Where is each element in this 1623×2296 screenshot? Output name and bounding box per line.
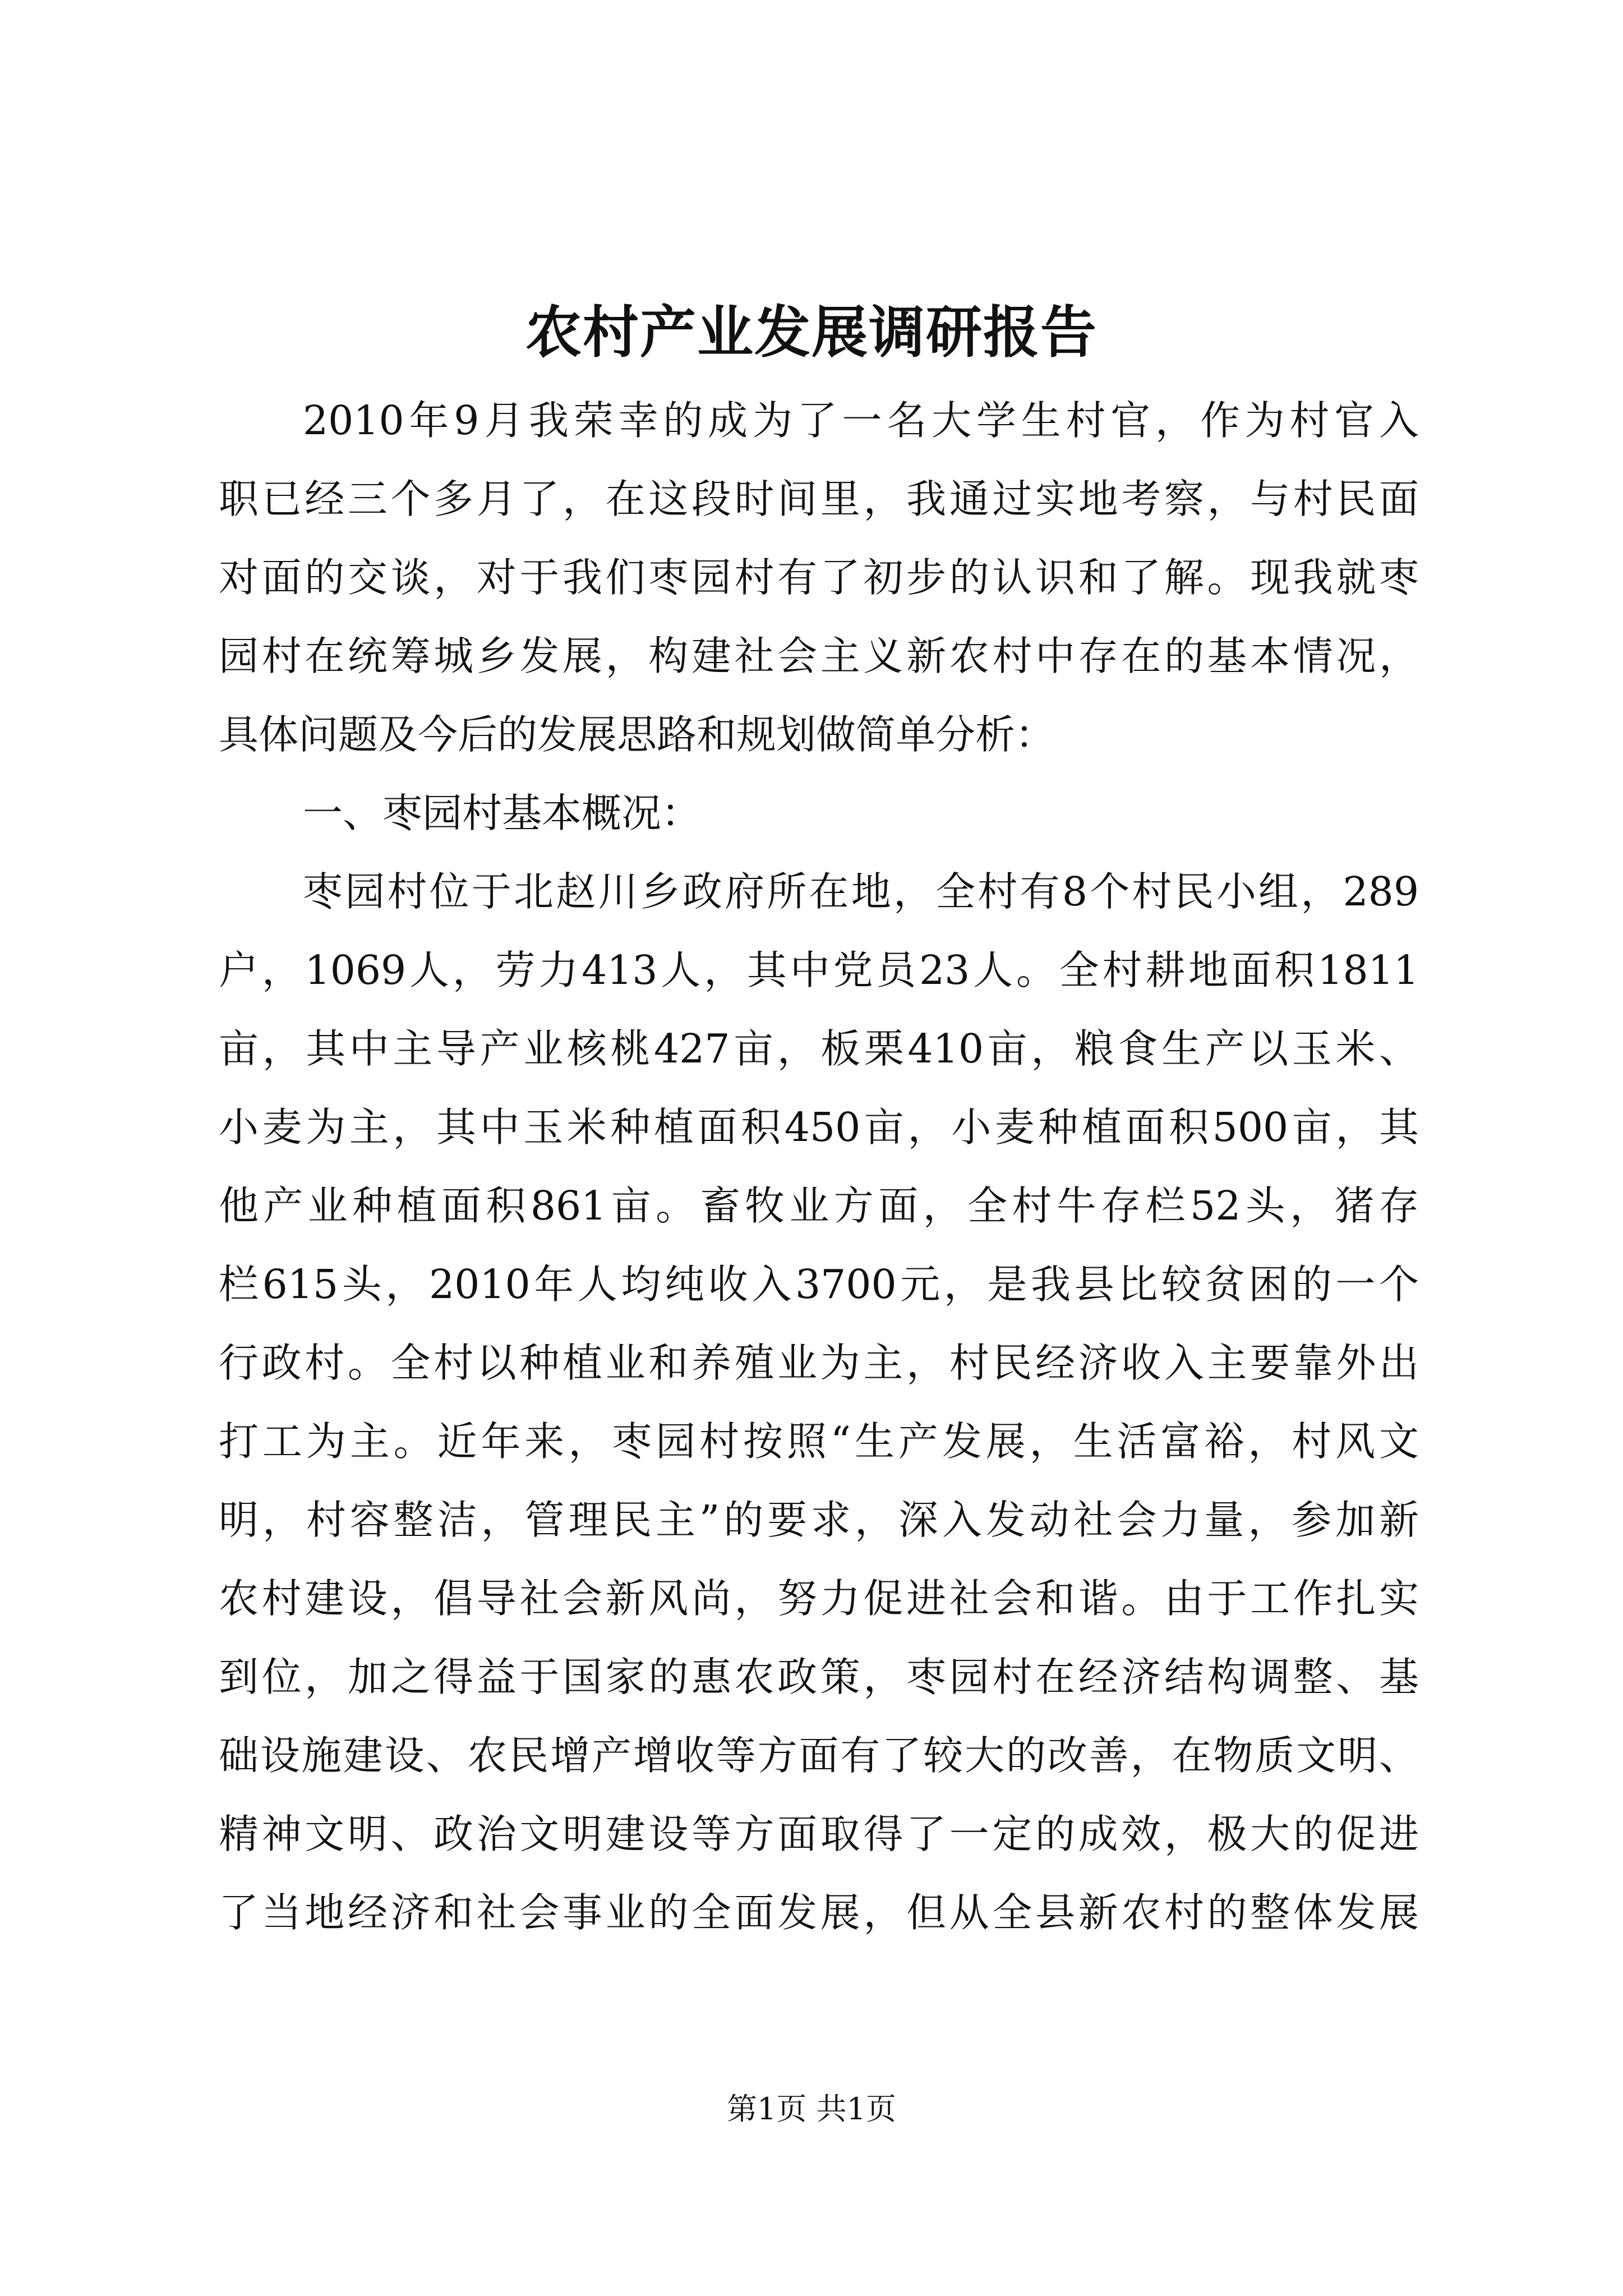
body-line: 了当地经济和社会事业的全面发展，但从全县新农村的整体发展 — [219, 1889, 1419, 1936]
body-line: 行政村。全村以种植业和养殖业为主，村民经济收入主要靠外出 — [219, 1340, 1419, 1386]
body-line: 枣园村位于北赵川乡政府所在地，全村有8个村民小组，289 — [303, 868, 1419, 915]
body-line: 园村在统筹城乡发展，构建社会主义新农村中存在的基本情况， — [219, 633, 1419, 679]
body-line: 职已经三个多月了，在这段时间里，我通过实地考察，与村民面 — [219, 476, 1419, 522]
body-line: 具体问题及今后的发展思路和规划做简单分析： — [219, 711, 1055, 758]
body-line: 他产业种植面积861亩。畜牧业方面，全村牛存栏52头，猪存 — [219, 1182, 1419, 1229]
body-line: 到位，加之得益于国家的惠农政策，枣园村在经济结构调整、基 — [219, 1654, 1419, 1700]
document-title: 农村产业发展调研报告 — [525, 299, 1098, 365]
section-heading: 一、枣园村基本概况： — [303, 790, 702, 836]
body-line: 栏615头，2010年人均纯收入3700元，是我县比较贫困的一个 — [219, 1261, 1419, 1308]
page-number-footer: 第1页 共1页 — [727, 2091, 896, 2127]
body-line: 对面的交谈，对于我们枣园村有了初步的认识和了解。现我就枣 — [219, 554, 1419, 601]
body-line: 2010年9月我荣幸的成为了一名大学生村官，作为村官入 — [303, 397, 1419, 444]
body-line: 农村建设，倡导社会新风尚，努力促进社会和谐。由于工作扎实 — [219, 1575, 1419, 1622]
body-line: 亩，其中主导产业核桃427亩，板栗410亩，粮食生产以玉米、 — [219, 1025, 1419, 1072]
body-line: 础设施建设、农民增产增收等方面有了较大的改善，在物质文明、 — [219, 1732, 1419, 1779]
body-line: 明，村容整洁，管理民主”的要求，深入发动社会力量，参加新 — [219, 1497, 1419, 1543]
body-line: 户，1069人，劳力413人，其中党员23人。全村耕地面积1811 — [219, 947, 1419, 993]
document-body — [219, 381, 1419, 1952]
body-line: 小麦为主，其中玉米种植面积450亩，小麦种植面积500亩，其 — [219, 1104, 1419, 1151]
body-line: 精神文明、政治文明建设等方面取得了一定的成效，极大的促进 — [219, 1811, 1419, 1857]
body-line: 打工为主。近年来，枣园村按照“生产发展，生活富裕，村风文 — [219, 1418, 1419, 1465]
